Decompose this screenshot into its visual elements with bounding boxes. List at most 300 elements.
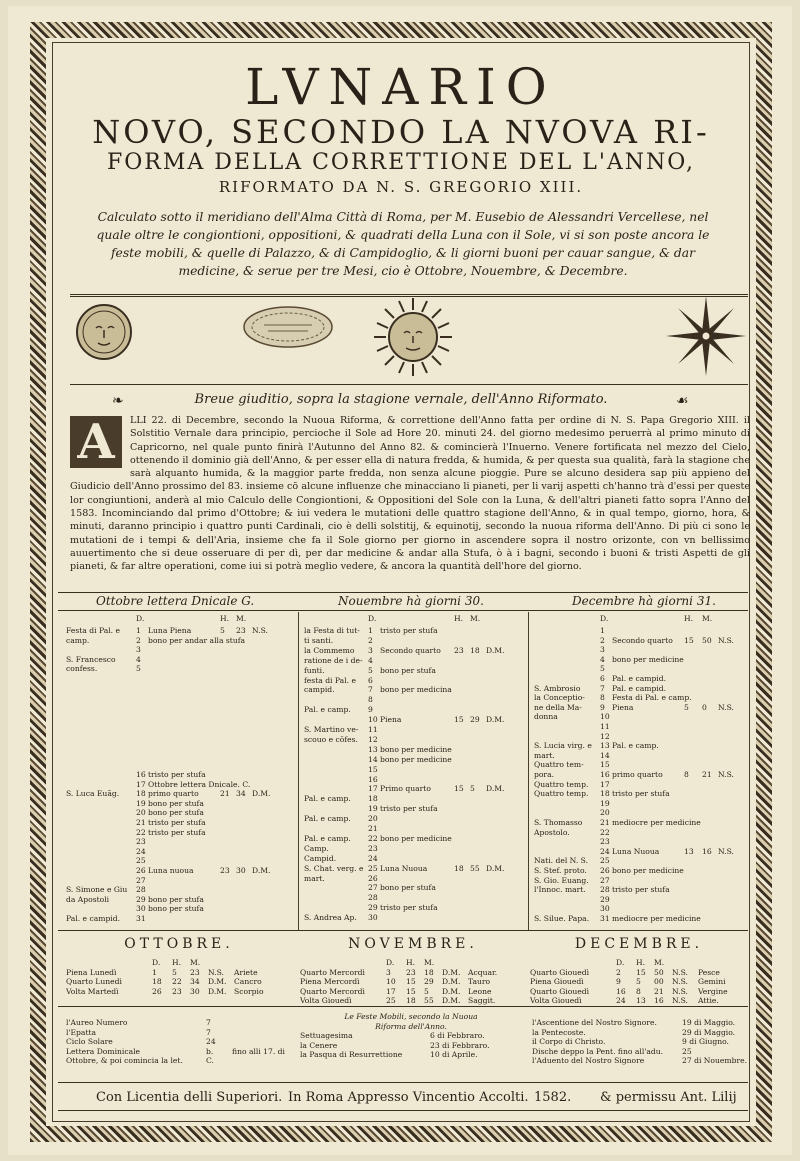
day-note: bono per andar alla stufa (148, 635, 246, 645)
minute-column-label: M. (236, 614, 247, 623)
phase-row (66, 987, 296, 997)
october-calendar (66, 614, 296, 926)
calendar-row (534, 856, 746, 866)
day-number: 20 (136, 808, 146, 818)
hour-value: 8 (636, 986, 641, 996)
calendar-row (304, 804, 526, 814)
calendar-row (304, 725, 526, 735)
time-suffix: D.M. (486, 715, 505, 725)
calendar-row (66, 645, 296, 655)
calendar-row (66, 664, 296, 674)
november-phases (300, 958, 526, 1006)
day-number: 27 (368, 883, 378, 893)
calendar-row (534, 684, 746, 694)
info-row (532, 1028, 746, 1038)
day-number: 16 (600, 770, 610, 779)
minute-value: 5 (424, 986, 429, 996)
saint-label: funti. (304, 665, 325, 675)
calendar-row (304, 834, 526, 844)
day-note: bono per medicine (612, 866, 684, 875)
phase-row (300, 996, 526, 1006)
phase-row (530, 977, 746, 987)
day-number: 10 (368, 715, 378, 725)
minute-column-label: M. (654, 958, 665, 967)
day-number: 18 (600, 789, 610, 799)
day-number: 7 (600, 683, 605, 693)
divider-info (58, 1006, 748, 1007)
phase-name: Piena Mercordì (300, 977, 360, 987)
calendar-row (534, 645, 746, 655)
calendar-row (534, 789, 746, 799)
footer-year: 1582. (534, 1090, 572, 1105)
divider-mid (70, 384, 748, 385)
day-number: 25 (368, 863, 378, 873)
day-number: 17 (368, 784, 378, 794)
october-header: Ottobre lettera Dnicale G. (96, 594, 255, 608)
day-number: 9 (600, 702, 605, 712)
column-divider-1 (298, 612, 299, 930)
calendar-row (534, 760, 746, 770)
time-suffix: N.S. (208, 967, 224, 977)
day-number: 23 (368, 843, 378, 853)
minute-value: 23 (236, 626, 246, 635)
hour-value: 13 (636, 996, 646, 1006)
phase-header (300, 958, 526, 968)
calendar-row (304, 893, 526, 903)
saint-label: Campid. (304, 853, 337, 863)
day-note: Luna nuoua (148, 866, 194, 875)
day-number: 8 (368, 695, 373, 705)
calendar-row (66, 828, 296, 838)
day-number: 3 (136, 645, 141, 655)
saint-label: Quattro temp. (534, 789, 589, 799)
day-number: 18 (136, 789, 146, 799)
day-note: Festa di Pal. e camp. (612, 693, 692, 703)
december-phases (530, 958, 746, 1006)
column-header (534, 614, 746, 624)
day-number: 5 (136, 664, 141, 674)
saint-label: confess. (66, 664, 98, 674)
body-paragraph: LLI 22. di Decembre, secondo la Nuoua Riforma, & correttione dell'Anno fatta per ordine di N. S. Papa Gregorio XIII. il Solstitio Vernale dara principio, percioche il Sole ad Hore 20. minuti 24. del giorno medesimo peruerrà al primo minuto di Capricorno, nel quale punto finirà l'Autunno del Anno 82. & comincierà l'Inuerno. Venere fortificata nel mezzo del Cielo, ottenendo il dominio già dell'Anno, & per esser ella di natura fredda, & humida, & per questa sua qualità, farà la stagione che sarà alquanto humida, & la maggior parte fredda, non senza alcune pioggie. Pure se alcuno desidera sap più appieno del Giudicio dell'Anno prossimo del 83. insieme cō alcune influenze che minacciano li pianeti, per li varij aspetti ch'hanno trà d'essi per queste lor congiuntioni, anderà al mio Calculo delle Congiontioni, & Oppositioni del Sole con la Luna, & dell'altri pianeti fatto sopra l'Anno del 1583. Incominciando dal primo d'Ottobre; & iui vedera le mutationi delle quattro stagione dell'Anno, & in qual tempo, giorno, hora, & minuti, daranno principio i quattro punti Cardinali, cio è delli solstitij, & equinotij, secondo la nuoua riforma dell'Anno. Di più ci sono le mutationi de i tempi & dell'Aria, insieme che fa il Sole giorno per giorno in ascendere sopra il nostro orizonte, con vn bellissimo auuertimento che si deue osseruare di per dì, per dar medicine & andar alla Stufa, ò à i bagni, secondo i buoni & tristi Aspetti de gli pianeti, & far altre operationi, come iui si potrà meglio vedere, & ancora la quantità dell'hore del giorno. (70, 415, 750, 573)
time-suffix: N.S. (718, 846, 734, 856)
day-number: 24 (600, 846, 610, 856)
info-label: l'Aduento del Nostro Signore (532, 1056, 645, 1066)
zodiac-sign: Gemini (698, 977, 726, 987)
calendar-row (66, 904, 296, 914)
day-number: 12 (368, 734, 378, 744)
minute-value: 55 (470, 863, 480, 873)
phase-row (300, 977, 526, 987)
calendar-row (534, 847, 746, 857)
saint-label: da Apostoli (66, 894, 110, 904)
hour-value: 23 (172, 986, 182, 996)
calendar-row (66, 799, 296, 809)
info-label: la Pasqua di Resurrettione (300, 1050, 403, 1060)
divider-top (70, 294, 748, 295)
calendar-row (304, 685, 526, 695)
saint-label: S. Silue. Papa. (534, 914, 590, 923)
saint-label: ne della Ma- (534, 702, 582, 712)
day-number: 26 (600, 866, 610, 875)
calendar-row (534, 904, 746, 914)
moon-face-icon (74, 302, 134, 362)
minute-value: 23 (190, 967, 200, 977)
day-number: 28 (600, 885, 610, 895)
day-number: 13 (600, 741, 610, 751)
hour-column-label: H. (172, 958, 182, 967)
day-number: 30 (136, 904, 146, 914)
november-header: Nouembre hà giorni 30. (338, 594, 484, 608)
time-suffix: N.S. (718, 702, 734, 712)
day-number: 9 (368, 705, 373, 715)
body-text (70, 414, 750, 574)
column-header (304, 614, 526, 624)
movable-feasts-table (300, 1012, 522, 1060)
day-number: 2 (368, 635, 373, 645)
calendar-row (304, 715, 526, 725)
saint-label: S. Luca Euãg. (66, 789, 120, 799)
phase-name: Volta Giouedì (530, 996, 582, 1006)
day-number: 22 (136, 827, 146, 837)
phase-title-october: OTTOBRE. (124, 936, 234, 952)
calendar-row (66, 808, 296, 818)
time-suffix: D.M. (486, 645, 505, 655)
calendar-row (534, 674, 746, 684)
calendar-row (534, 712, 746, 722)
calendar-row (534, 866, 746, 876)
info-label: Lettera Dominicale (66, 1046, 141, 1056)
day-number: 2 (616, 967, 621, 977)
calendar-row (534, 780, 746, 790)
day-note: mediocre per medicine (612, 818, 701, 827)
day-number: 2 (600, 635, 605, 645)
day-number: 1 (600, 626, 605, 635)
phase-row (530, 987, 746, 997)
day-number: 26 (152, 986, 162, 996)
calendar-row (304, 745, 526, 755)
day-note: Piena (380, 715, 402, 725)
day-number: 6 (600, 674, 605, 683)
day-note: tristo per stufa (380, 626, 438, 635)
hour-column-label: H. (636, 958, 646, 967)
phase-row (530, 996, 746, 1006)
minute-value: 50 (702, 635, 712, 645)
zodiac-sign: Tauro (468, 977, 491, 987)
time-suffix: D.M. (486, 784, 505, 794)
saint-label: S. Martino ve- (304, 725, 359, 734)
info-label: l'Ascentione del Nostro Signore. (532, 1018, 657, 1027)
calendar-row (534, 770, 746, 780)
calendar-row (534, 895, 746, 905)
day-note: bono per medicine (380, 833, 452, 843)
time-suffix: D.M. (208, 986, 227, 996)
hour-value: 15 (406, 986, 416, 996)
day-number: 21 (136, 818, 146, 827)
day-number: 19 (136, 798, 146, 808)
day-number: 19 (600, 798, 610, 808)
phase-name: Quarto Giouedì (530, 967, 590, 977)
info-value: 7 (206, 1018, 211, 1027)
sun-face-icon (372, 296, 454, 378)
info-heading: Le Feste Mobili, secondo la Nuoua (344, 1012, 478, 1021)
info-value: 6 di Febbraro. (430, 1031, 485, 1041)
divider-months (58, 592, 748, 593)
saint-label: Festa di Pal. e (66, 626, 120, 635)
day-number: 31 (600, 914, 610, 923)
phase-title-november: NOVEMBRE. (348, 936, 478, 952)
day-note: bono per stufa (148, 904, 204, 914)
calendar-row (304, 656, 526, 666)
day-note: tristo per stufa (380, 804, 438, 814)
saint-label: Pal. e camp. (304, 833, 351, 843)
day-note: primo quarto (148, 789, 199, 799)
hour-value: 5 (636, 977, 641, 987)
hour-value: 15 (684, 635, 694, 645)
calendar-row (534, 636, 746, 646)
day-number: 19 (368, 804, 378, 814)
hour-value: 8 (684, 770, 689, 779)
computus-note: fino alli 17. di (232, 1047, 285, 1056)
day-note: bono per medicine (380, 754, 452, 764)
day-column-label: D. (616, 958, 625, 967)
day-number: 17 (386, 986, 396, 996)
calendar-row (304, 794, 526, 804)
main-title: LVNARIO (245, 58, 557, 116)
info-label: la Cenere (300, 1040, 338, 1050)
calendar-row (304, 705, 526, 715)
day-number: 29 (600, 894, 610, 904)
saint-label: Apostolo. (534, 827, 570, 837)
saint-label: la Commemo (304, 645, 355, 655)
info-row (532, 1037, 746, 1047)
october-phases (66, 958, 296, 996)
zodiac-sign: Pesce (698, 967, 720, 977)
minute-value: 55 (424, 996, 434, 1006)
day-number: 18 (152, 977, 162, 987)
info-row (66, 1018, 286, 1028)
phase-row (530, 968, 746, 978)
info-row (66, 1056, 286, 1066)
minute-value: 18 (470, 645, 480, 655)
minute-value: 30 (236, 866, 246, 875)
saint-label: ratione de i de- (304, 655, 363, 665)
time-suffix: N.S. (672, 967, 688, 977)
day-number: 25 (136, 856, 146, 866)
info-value: 9 di Giugno. (682, 1037, 729, 1047)
hour-column-label: H. (406, 958, 416, 967)
info-value: b. (206, 1046, 214, 1056)
calendar-row (66, 914, 296, 924)
info-row (300, 1050, 522, 1060)
day-number: 23 (136, 837, 146, 847)
day-note: Pal. e campid. (612, 683, 667, 693)
saint-label: pora. (534, 770, 555, 779)
day-number: 28 (368, 893, 378, 903)
zodiac-sign: Vergine (698, 986, 728, 996)
divider-footer (58, 1082, 748, 1083)
day-number: 31 (136, 914, 146, 923)
left-ornament-icon: ❧ (112, 393, 124, 409)
right-ornament-icon: ☙ (676, 393, 689, 409)
day-note: bono per stufa (380, 665, 436, 675)
saint-label: camp. (66, 635, 90, 645)
intro-paragraph: Calculato sotto il meridiano dell'Alma Città di Roma, per M. Eusebio de Alessandri Vercellese, nel quale oltre le congiontioni, oppositioni, & quadrati della Luna con il Sole, vi si son poste ancora le feste mobili, & quelle di Palazzo, & di Campidoglio, & li giorni buoni per cauar sangue, & dar medicine, & serue per tre Mesi, cio è Ottobre, Nouembre, & Decembre. (96, 210, 710, 278)
minute-value: 21 (654, 986, 664, 996)
day-note: Pal. e campid. (612, 674, 667, 683)
column-divider-2 (528, 612, 529, 930)
time-suffix: D.M. (442, 977, 461, 987)
day-note: Primo quarto (380, 784, 431, 794)
calendar-row (534, 837, 746, 847)
calendar-row (66, 895, 296, 905)
day-number: 21 (600, 818, 610, 827)
day-note: bono per stufa (148, 894, 204, 904)
saint-label: mart. (534, 750, 555, 760)
hour-value: 15 (406, 977, 416, 987)
divider-phases (58, 930, 748, 931)
calendar-row (534, 876, 746, 886)
time-suffix: D.M. (486, 863, 505, 873)
time-suffix: D.M. (442, 986, 461, 996)
info-row (66, 1037, 286, 1047)
calendar-row (534, 828, 746, 838)
time-suffix: D.M. (252, 789, 271, 799)
day-number: 29 (136, 894, 146, 904)
saint-label: Nati. del N. S. (534, 856, 589, 866)
saint-label: Quattro tem- (534, 760, 584, 770)
zodiac-sign: Ariete (234, 967, 258, 977)
day-note: bono per stufa (148, 798, 204, 808)
day-note: Pal. e camp. (612, 741, 659, 751)
day-number: 27 (136, 875, 146, 885)
info-row (532, 1018, 746, 1028)
calendar-row (534, 626, 746, 636)
calendar-row (534, 751, 746, 761)
calendar-row (66, 866, 296, 876)
day-note: mediocre per medicine (612, 914, 701, 923)
info-label: il Corpo di Christo. (532, 1037, 606, 1047)
calendar-row (66, 876, 296, 886)
calendar-row (304, 755, 526, 765)
calendar-row (66, 885, 296, 895)
info-label: l'Epatta (66, 1027, 97, 1037)
day-note: tristo per stufa (612, 789, 670, 799)
saint-label: Camp. (304, 843, 329, 853)
info-value: 7 (206, 1027, 211, 1037)
phase-name: Quarto Mercordì (300, 967, 365, 977)
time-suffix: N.S. (252, 626, 268, 635)
divider-bottom (58, 1110, 748, 1111)
info-value: 19 di Maggio. (682, 1018, 736, 1027)
day-note: bono per medicine (612, 654, 684, 664)
calendar-row (304, 814, 526, 824)
time-suffix: N.S. (718, 770, 734, 779)
minute-value: 29 (424, 977, 434, 987)
hour-value: 18 (406, 996, 416, 1006)
hour-column-label: H. (220, 614, 230, 623)
calendar-row (66, 789, 296, 799)
day-number: 24 (616, 996, 626, 1006)
column-header (66, 614, 296, 624)
saint-label: la Festa di tut- (304, 626, 360, 635)
day-number: 26 (368, 873, 378, 883)
computus-table (66, 1018, 286, 1066)
day-number: 20 (600, 808, 610, 818)
minute-value: 29 (470, 715, 480, 725)
day-number: 7 (368, 685, 373, 695)
calendar-row (304, 695, 526, 705)
calendar-row (304, 626, 526, 636)
day-note: Luna Nuoua (380, 863, 428, 873)
compass-star-icon (664, 294, 748, 378)
minute-value: 50 (654, 967, 664, 977)
phase-row (66, 968, 296, 978)
day-number: 25 (600, 856, 610, 866)
hour-column-label: H. (454, 614, 464, 623)
saint-label: Pal. e camp. (304, 794, 351, 804)
minute-value: 30 (190, 986, 200, 996)
saint-label: S. Gio. Euang. (534, 875, 589, 885)
day-number: 1 (136, 626, 141, 635)
day-note: Luna Nuoua (612, 846, 660, 856)
calendar-row (66, 856, 296, 866)
day-number: 17 (136, 779, 146, 789)
day-note: tristo per stufa (612, 885, 670, 895)
calendar-row (534, 664, 746, 674)
day-number: 22 (368, 833, 378, 843)
hour-value: 5 (220, 626, 225, 635)
calendar-row (304, 646, 526, 656)
day-number: 29 (368, 903, 378, 913)
day-number: 18 (368, 794, 378, 804)
day-number: 4 (368, 655, 373, 665)
saint-label: S. Simone e Giu (66, 885, 128, 895)
hour-column-label: H. (684, 614, 694, 623)
minute-value: 5 (470, 784, 475, 794)
hour-value: 22 (172, 977, 182, 987)
day-number: 30 (600, 904, 610, 914)
subtitle-line-2: FORMA DELLA CORRETTIONE DEL L'ANNO, (107, 150, 695, 175)
calendar-row (66, 626, 296, 636)
calendar-row (534, 732, 746, 742)
hour-value: 15 (636, 967, 646, 977)
subtitle-line-3: RIFORMATO DA N. S. GREGORIO XIII. (218, 178, 584, 196)
day-number: 1 (152, 967, 157, 977)
saint-label: donna (534, 712, 558, 722)
calendar-row (304, 913, 526, 923)
calendar-row (304, 854, 526, 864)
day-number: 24 (136, 846, 146, 856)
day-number: 23 (600, 837, 610, 847)
day-column-label: D. (386, 958, 395, 967)
minute-value: 00 (654, 977, 664, 987)
day-number: 10 (600, 712, 610, 722)
info-value: 10 di Aprile. (430, 1050, 478, 1060)
day-number: 14 (600, 750, 610, 760)
day-note: tristo per stufa (148, 827, 206, 837)
calendar-row (304, 883, 526, 893)
saint-label: campid. (304, 685, 335, 695)
calendar-row (304, 844, 526, 854)
calendar-row (304, 784, 526, 794)
saint-label: Quattro temp. (534, 779, 589, 789)
hour-value: 5 (172, 967, 177, 977)
time-suffix: D.M. (208, 977, 227, 987)
phase-header (66, 958, 296, 968)
hour-value: 13 (684, 846, 694, 856)
minute-value: 0 (702, 702, 707, 712)
day-number: 12 (600, 731, 610, 741)
